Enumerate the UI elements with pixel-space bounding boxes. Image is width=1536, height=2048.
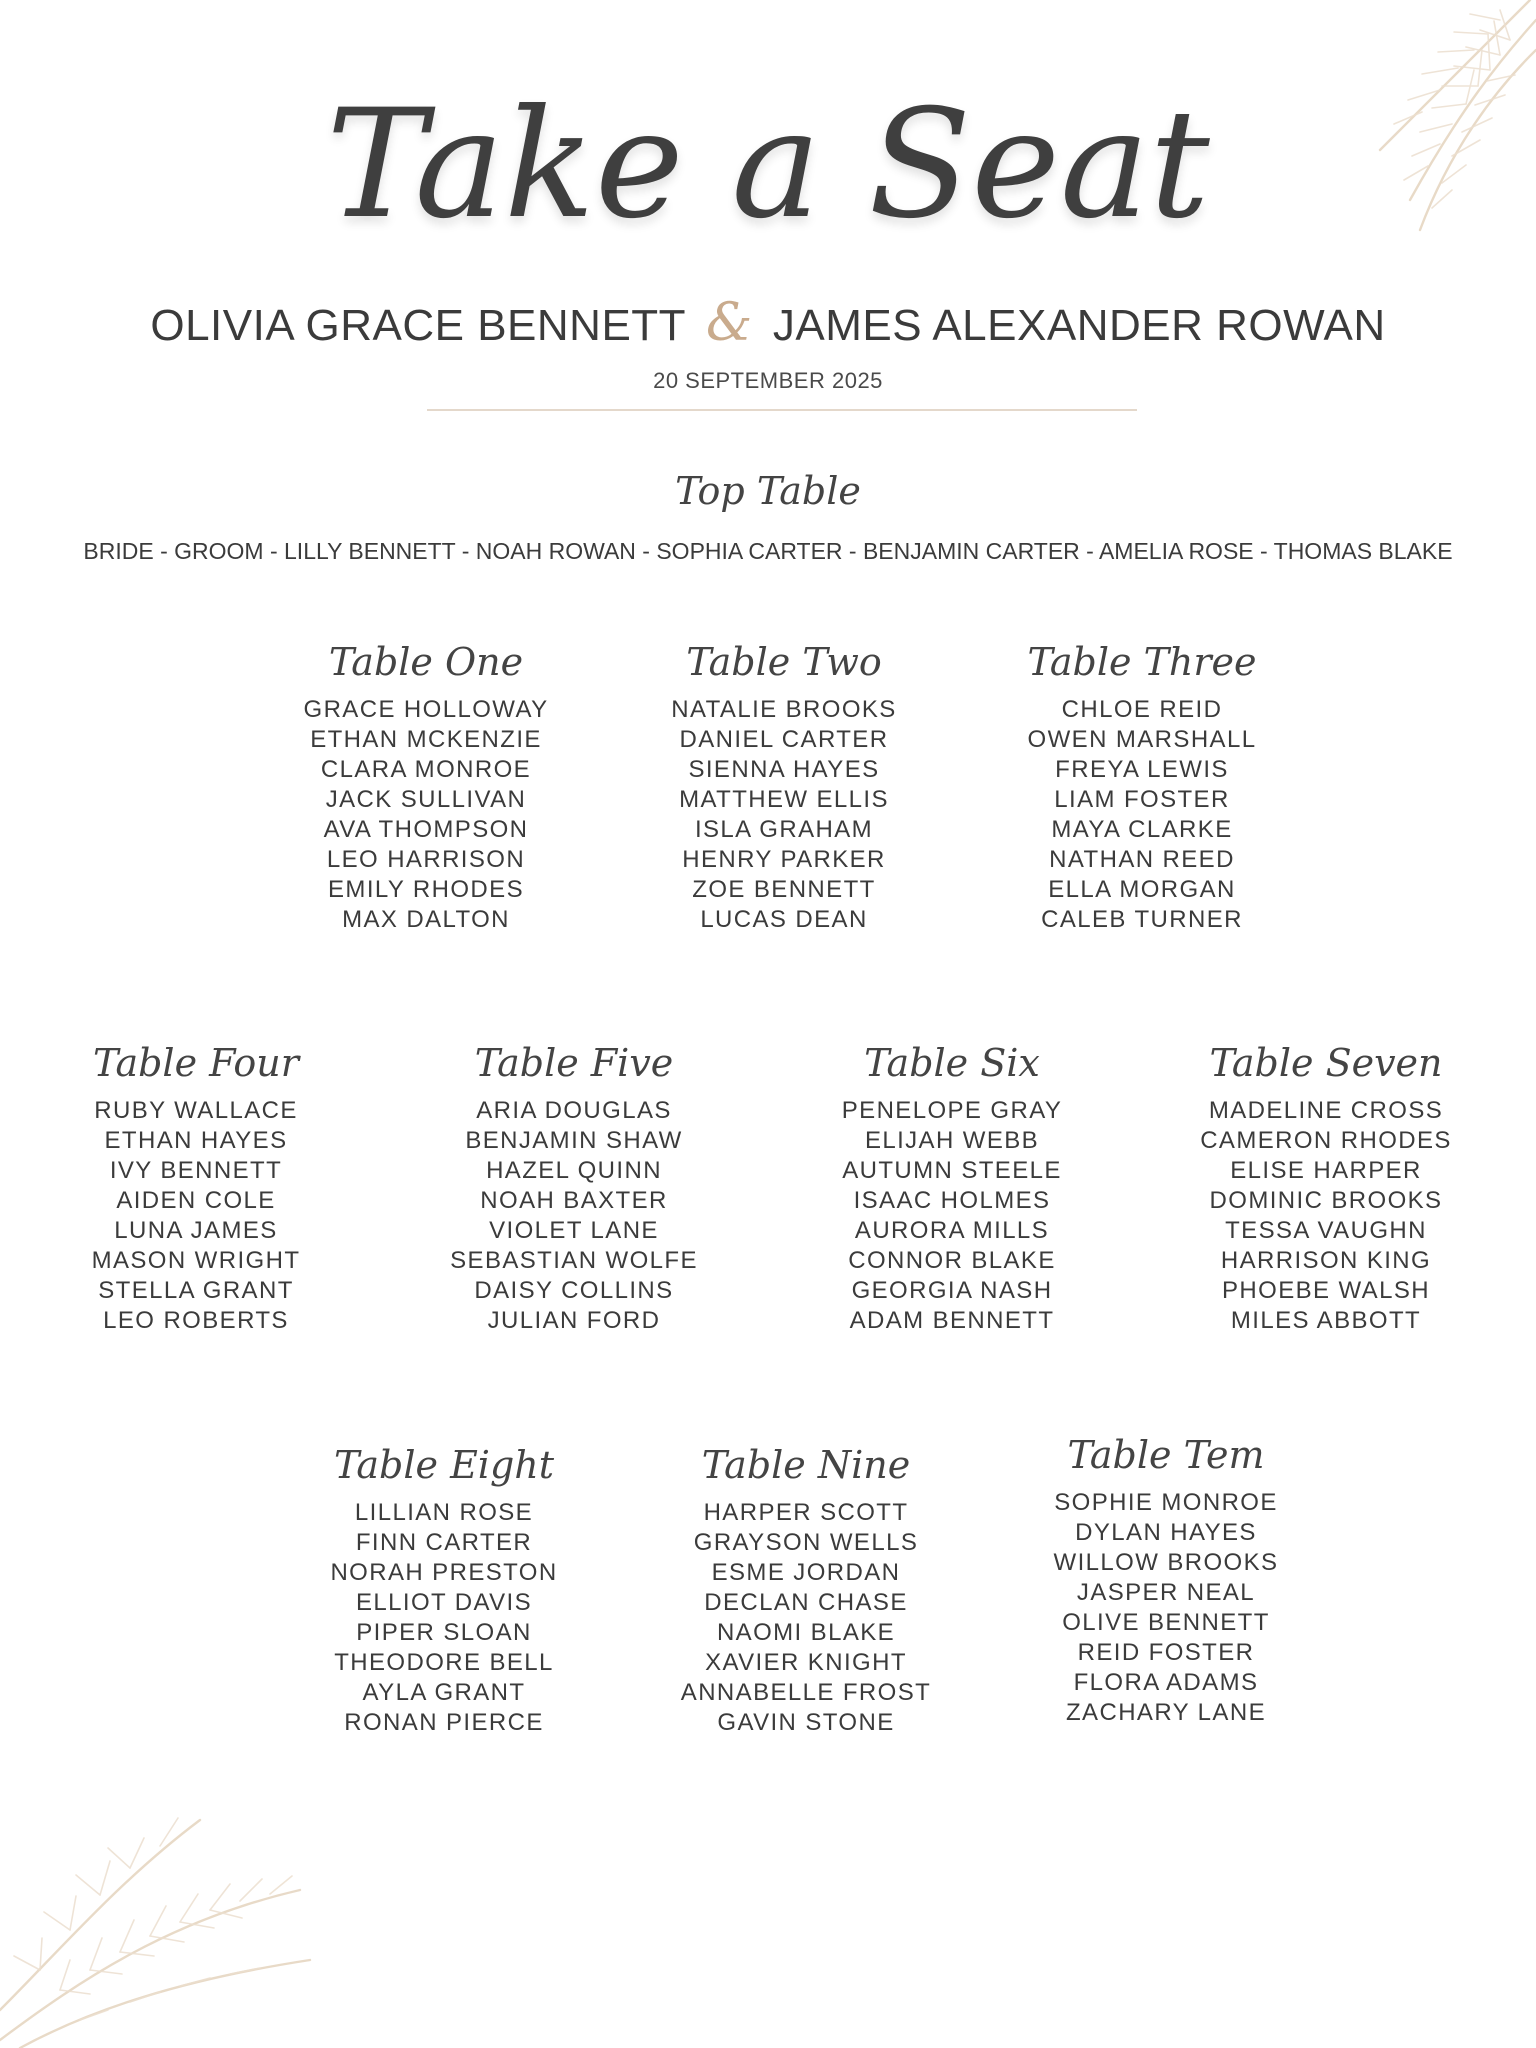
guest-name: IVY BENNETT [109,1157,283,1184]
guest-name: DYLAN HAYES [1075,1519,1257,1546]
ampersand: & [706,293,753,353]
guest-list [276,695,576,935]
page-title: Take a Seat [326,78,1210,252]
guest-name: ANNABELLE FROST [680,1679,932,1706]
guest-name: ZACHARY LANE [1066,1699,1266,1726]
table-title: Table Nine [701,1443,911,1487]
guest-name: ELIJAH WEBB [864,1127,1040,1154]
table-card [634,637,934,935]
guest-name: XAVIER KNIGHT [705,1649,907,1676]
guest-name: FLORA ADAMS [1073,1669,1259,1696]
table-card [992,637,1292,935]
table-title: Table Four [93,1041,299,1085]
guest-name: VIOLET LANE [489,1217,659,1244]
guest-name: AIDEN COLE [116,1187,276,1214]
guest-name: WILLOW BROOKS [1053,1549,1279,1576]
guest-name: OWEN MARSHALL [1027,726,1257,753]
divider [427,409,1137,411]
guest-name: RUBY WALLACE [94,1097,298,1124]
table-title: Table Six [864,1041,1040,1085]
table-title: Table Two [686,640,882,684]
guest-name: SIENNA HAYES [688,756,880,783]
guest-name: SOPHIE MONROE [1054,1489,1278,1516]
guest-name: ELISE HARPER [1230,1157,1422,1184]
table-card [276,637,576,935]
guest-name: MILES ABBOTT [1230,1307,1422,1334]
guest-name: ELLIOT DAVIS [356,1589,532,1616]
guest-name: CHLOE REID [1061,696,1223,723]
guest-name: DOMINIC BROOKS [1209,1187,1443,1214]
guest-name: OLIVE BENNETT [1062,1609,1270,1636]
table-card [1016,1430,1316,1728]
table-card [802,1038,1102,1336]
top-table-title: Top Table [675,469,861,513]
guest-name: LEO HARRISON [326,846,526,873]
guest-name: GAVIN STONE [717,1709,895,1736]
guest-name: BENJAMIN SHAW [465,1127,683,1154]
partner1-name: OLIVIA GRACE BENNETT [150,301,687,350]
guest-name: MASON WRIGHT [91,1247,301,1274]
guest-name: FINN CARTER [355,1529,533,1556]
guest-name: CALEB TURNER [1041,906,1243,933]
table-card [46,1038,346,1336]
guest-name: ISAAC HOLMES [853,1187,1051,1214]
guest-name: RONAN PIERCE [344,1709,544,1736]
guest-name: SEBASTIAN WOLFE [450,1247,698,1274]
partner2-name: JAMES ALEXANDER ROWAN [772,301,1386,350]
guest-name: ELLA MORGAN [1048,876,1236,903]
top-table-names: BRIDE - GROOM - LILLY BENNETT - NOAH ROWAN - SOPHIA CARTER - BENJAMIN CARTER - AMELIA ROSE - THOMAS BLAKE [83,538,1453,564]
guest-name: DANIEL CARTER [679,726,889,753]
pampas-grass-bottom-left-icon [0,1780,320,2048]
table-card [656,1440,956,1738]
guest-list [1016,1488,1316,1728]
guest-name: NATHAN REED [1049,846,1235,873]
guest-name: TESSA VAUGHN [1225,1217,1427,1244]
guest-name: EMILY RHODES [328,876,524,903]
guest-name: CONNOR BLAKE [848,1247,1056,1274]
guest-name: NAOMI BLAKE [716,1619,896,1646]
guest-name: JASPER NEAL [1076,1579,1256,1606]
guest-list [46,1096,346,1336]
guest-name: FREYA LEWIS [1055,756,1229,783]
guest-list [424,1096,724,1336]
wedding-date: 20 SEPTEMBER 2025 [653,368,883,393]
guest-name: AURORA MILLS [854,1217,1050,1244]
guest-name: LEO ROBERTS [103,1307,289,1334]
guest-name: REID FOSTER [1077,1639,1255,1666]
guest-name: LUCAS DEAN [700,906,868,933]
guest-name: GRAYSON WELLS [693,1529,919,1556]
guest-name: LILLIAN ROSE [354,1499,534,1526]
guest-name: MAYA CLARKE [1051,816,1233,843]
guest-name: GRACE HOLLOWAY [303,696,549,723]
guest-list [802,1096,1102,1336]
guest-name: CLARA MONROE [320,756,532,783]
guest-list [992,695,1292,935]
guest-name: STELLA GRANT [98,1277,294,1304]
table-title: Table Seven [1209,1041,1443,1085]
guest-name: MAX DALTON [342,906,510,933]
guest-name: GEORGIA NASH [851,1277,1053,1304]
guest-name: ZOE BENNETT [692,876,876,903]
guest-name: ARIA DOUGLAS [476,1097,672,1124]
guest-name: LIAM FOSTER [1054,786,1230,813]
guest-name: NOAH BAXTER [480,1187,668,1214]
table-title: Table One [328,640,524,684]
guest-name: THEODORE BELL [334,1649,554,1676]
guest-name: LUNA JAMES [114,1217,278,1244]
guest-name: PHOEBE WALSH [1222,1277,1430,1304]
guest-name: JACK SULLIVAN [325,786,527,813]
guest-name: ESME JORDAN [711,1559,901,1586]
table-title: Table Three [1027,640,1257,684]
table-title: Table Five [474,1041,674,1085]
guest-name: HENRY PARKER [682,846,886,873]
guest-name: MADELINE CROSS [1208,1097,1444,1124]
guest-name: JULIAN FORD [487,1307,661,1334]
table-card [1176,1038,1476,1336]
guest-name: PENELOPE GRAY [841,1097,1063,1124]
guest-name: NATALIE BROOKS [671,696,897,723]
guest-name: PIPER SLOAN [356,1619,532,1646]
guest-name: DECLAN CHASE [704,1589,908,1616]
guest-list [634,695,934,935]
guest-name: AYLA GRANT [362,1679,526,1706]
guest-name: NORAH PRESTON [330,1559,558,1586]
guest-name: ETHAN HAYES [104,1127,288,1154]
guest-name: ETHAN MCKENZIE [310,726,542,753]
guest-list [656,1498,956,1738]
table-card [424,1038,724,1336]
guest-name: HARPER SCOTT [703,1499,909,1526]
couple-names [0,293,1536,356]
guest-name: HAZEL QUINN [486,1157,662,1184]
guest-name: ADAM BENNETT [849,1307,1055,1334]
guest-list [1176,1096,1476,1336]
table-card [294,1440,594,1738]
guest-list [294,1498,594,1738]
guest-name: MATTHEW ELLIS [679,786,889,813]
guest-name: DAISY COLLINS [474,1277,674,1304]
table-title: Table Eight [333,1443,555,1487]
guest-name: AVA THOMPSON [323,816,529,843]
guest-name: ISLA GRAHAM [694,816,874,843]
guest-name: CAMERON RHODES [1200,1127,1452,1154]
table-title: Table Tem [1067,1433,1265,1477]
guest-name: HARRISON KING [1220,1247,1432,1274]
guest-name: AUTUMN STEELE [842,1157,1062,1184]
